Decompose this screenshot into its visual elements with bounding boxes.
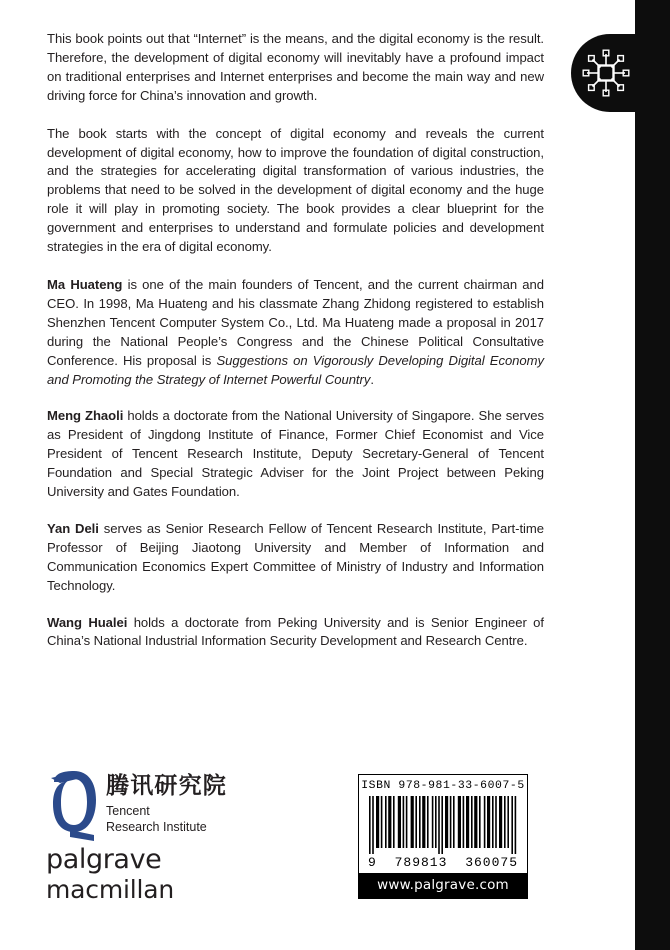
- publisher-url[interactable]: www.palgrave.com: [359, 873, 527, 898]
- author-bio-wang-hualei: [47, 614, 544, 652]
- tencent-english-name-line2: Research Institute: [106, 819, 207, 834]
- blurb-content: [47, 30, 544, 651]
- author-bio-yan-deli: [47, 520, 544, 596]
- summary-paragraph-2: The book starts with the concept of digital economy and reveals the current development of digital economy, how to improve the foundation of digital construction, and the strategies for accelerating digital transformation of various industries, the problems that need to be solved in the development of digital economy and the huge role it will play in promoting society. The book provides a clear blueprint for the government and enterprises to understand and formulate policies and development strategies in the era of digital economy.: [47, 125, 544, 255]
- tencent-q-mark-icon: [48, 770, 100, 842]
- barcode-bars: [369, 796, 517, 854]
- network-chip-icon: [579, 46, 633, 100]
- author-name: Yan Deli: [47, 520, 99, 536]
- bio-text-after: .: [370, 371, 374, 387]
- bio-text-before: is one of the main founders of Tencent, and the current chairman and CEO. In 1998, Ma Huateng and his classmate Zhang Zhidong registered to establish Shenzhen Tencent Computer System Co., Ltd. Ma Huateng made a proposal in 2017 during the National People’s Congress and the Chinese Political Consultative Conference. His proposal is: [47, 276, 544, 368]
- bio-text-before: serves as Senior Research Fellow of Tencent Research Institute, Part-time Professor of Beijing Jiaotong University and Member of Information and Communication Economics Expert Committee of Ministry of Industry and Information Technology.: [47, 520, 544, 593]
- tencent-research-institute-logo: [48, 768, 308, 850]
- author-name: Ma Huateng: [47, 276, 123, 292]
- tencent-logo-wordmark: [106, 773, 227, 835]
- author-bio-meng-zhaoli: [47, 407, 544, 502]
- author-bio-ma-huateng: [47, 276, 544, 389]
- bio-italic-title: Suggestions on Vigorously Developing Digital Economy and Promoting the Strategy of Internet Powerful Country: [47, 352, 545, 387]
- palgrave-wordmark: palgrave: [46, 844, 162, 875]
- spine-band: [635, 0, 670, 950]
- barcode-digit-group-1: 789813: [394, 855, 448, 870]
- macmillan-wordmark: macmillan: [46, 875, 174, 904]
- barcode-digit-group-2: 360075: [465, 855, 518, 870]
- isbn-barcode-block: [358, 774, 528, 899]
- summary-paragraph-1: This book points out that “Internet” is the means, and the digital economy is the result. Therefore, the development of digital economy will inevitably have a profound impact on traditional enterprises and Internet enterprises and become the main way and new driving force for China’s innovation and growth.: [47, 31, 544, 103]
- tencent-english-name-line1: Tencent: [106, 804, 150, 818]
- isbn-label: ISBN 978-981-33-6007-5: [361, 780, 525, 792]
- bio-text-before: holds a doctorate from Peking University and is Senior Engineer of China’s National Industrial Information Security Development and Research Centre.: [47, 614, 544, 649]
- tencent-chinese-name: 腾讯研究院: [106, 773, 227, 799]
- bio-text-before: holds a doctorate from the National University of Singapore. She serves as President of Jingdong Institute of Finance, Former Chief Economist and Vice President of Tencent Research Institute, Deputy Secretary-General of Tencent Foundation and Special Strategic Adviser for the Joint Project between Peking University and Gates Foundation.: [47, 408, 544, 500]
- icon-tab: [571, 34, 637, 112]
- palgrave-macmillan-logo: [46, 845, 276, 904]
- barcode-digit-left: 9: [368, 855, 377, 870]
- barcode-digits: [359, 854, 527, 873]
- author-name: Meng Zhaoli: [47, 408, 124, 424]
- author-name: Wang Hualei: [47, 614, 128, 630]
